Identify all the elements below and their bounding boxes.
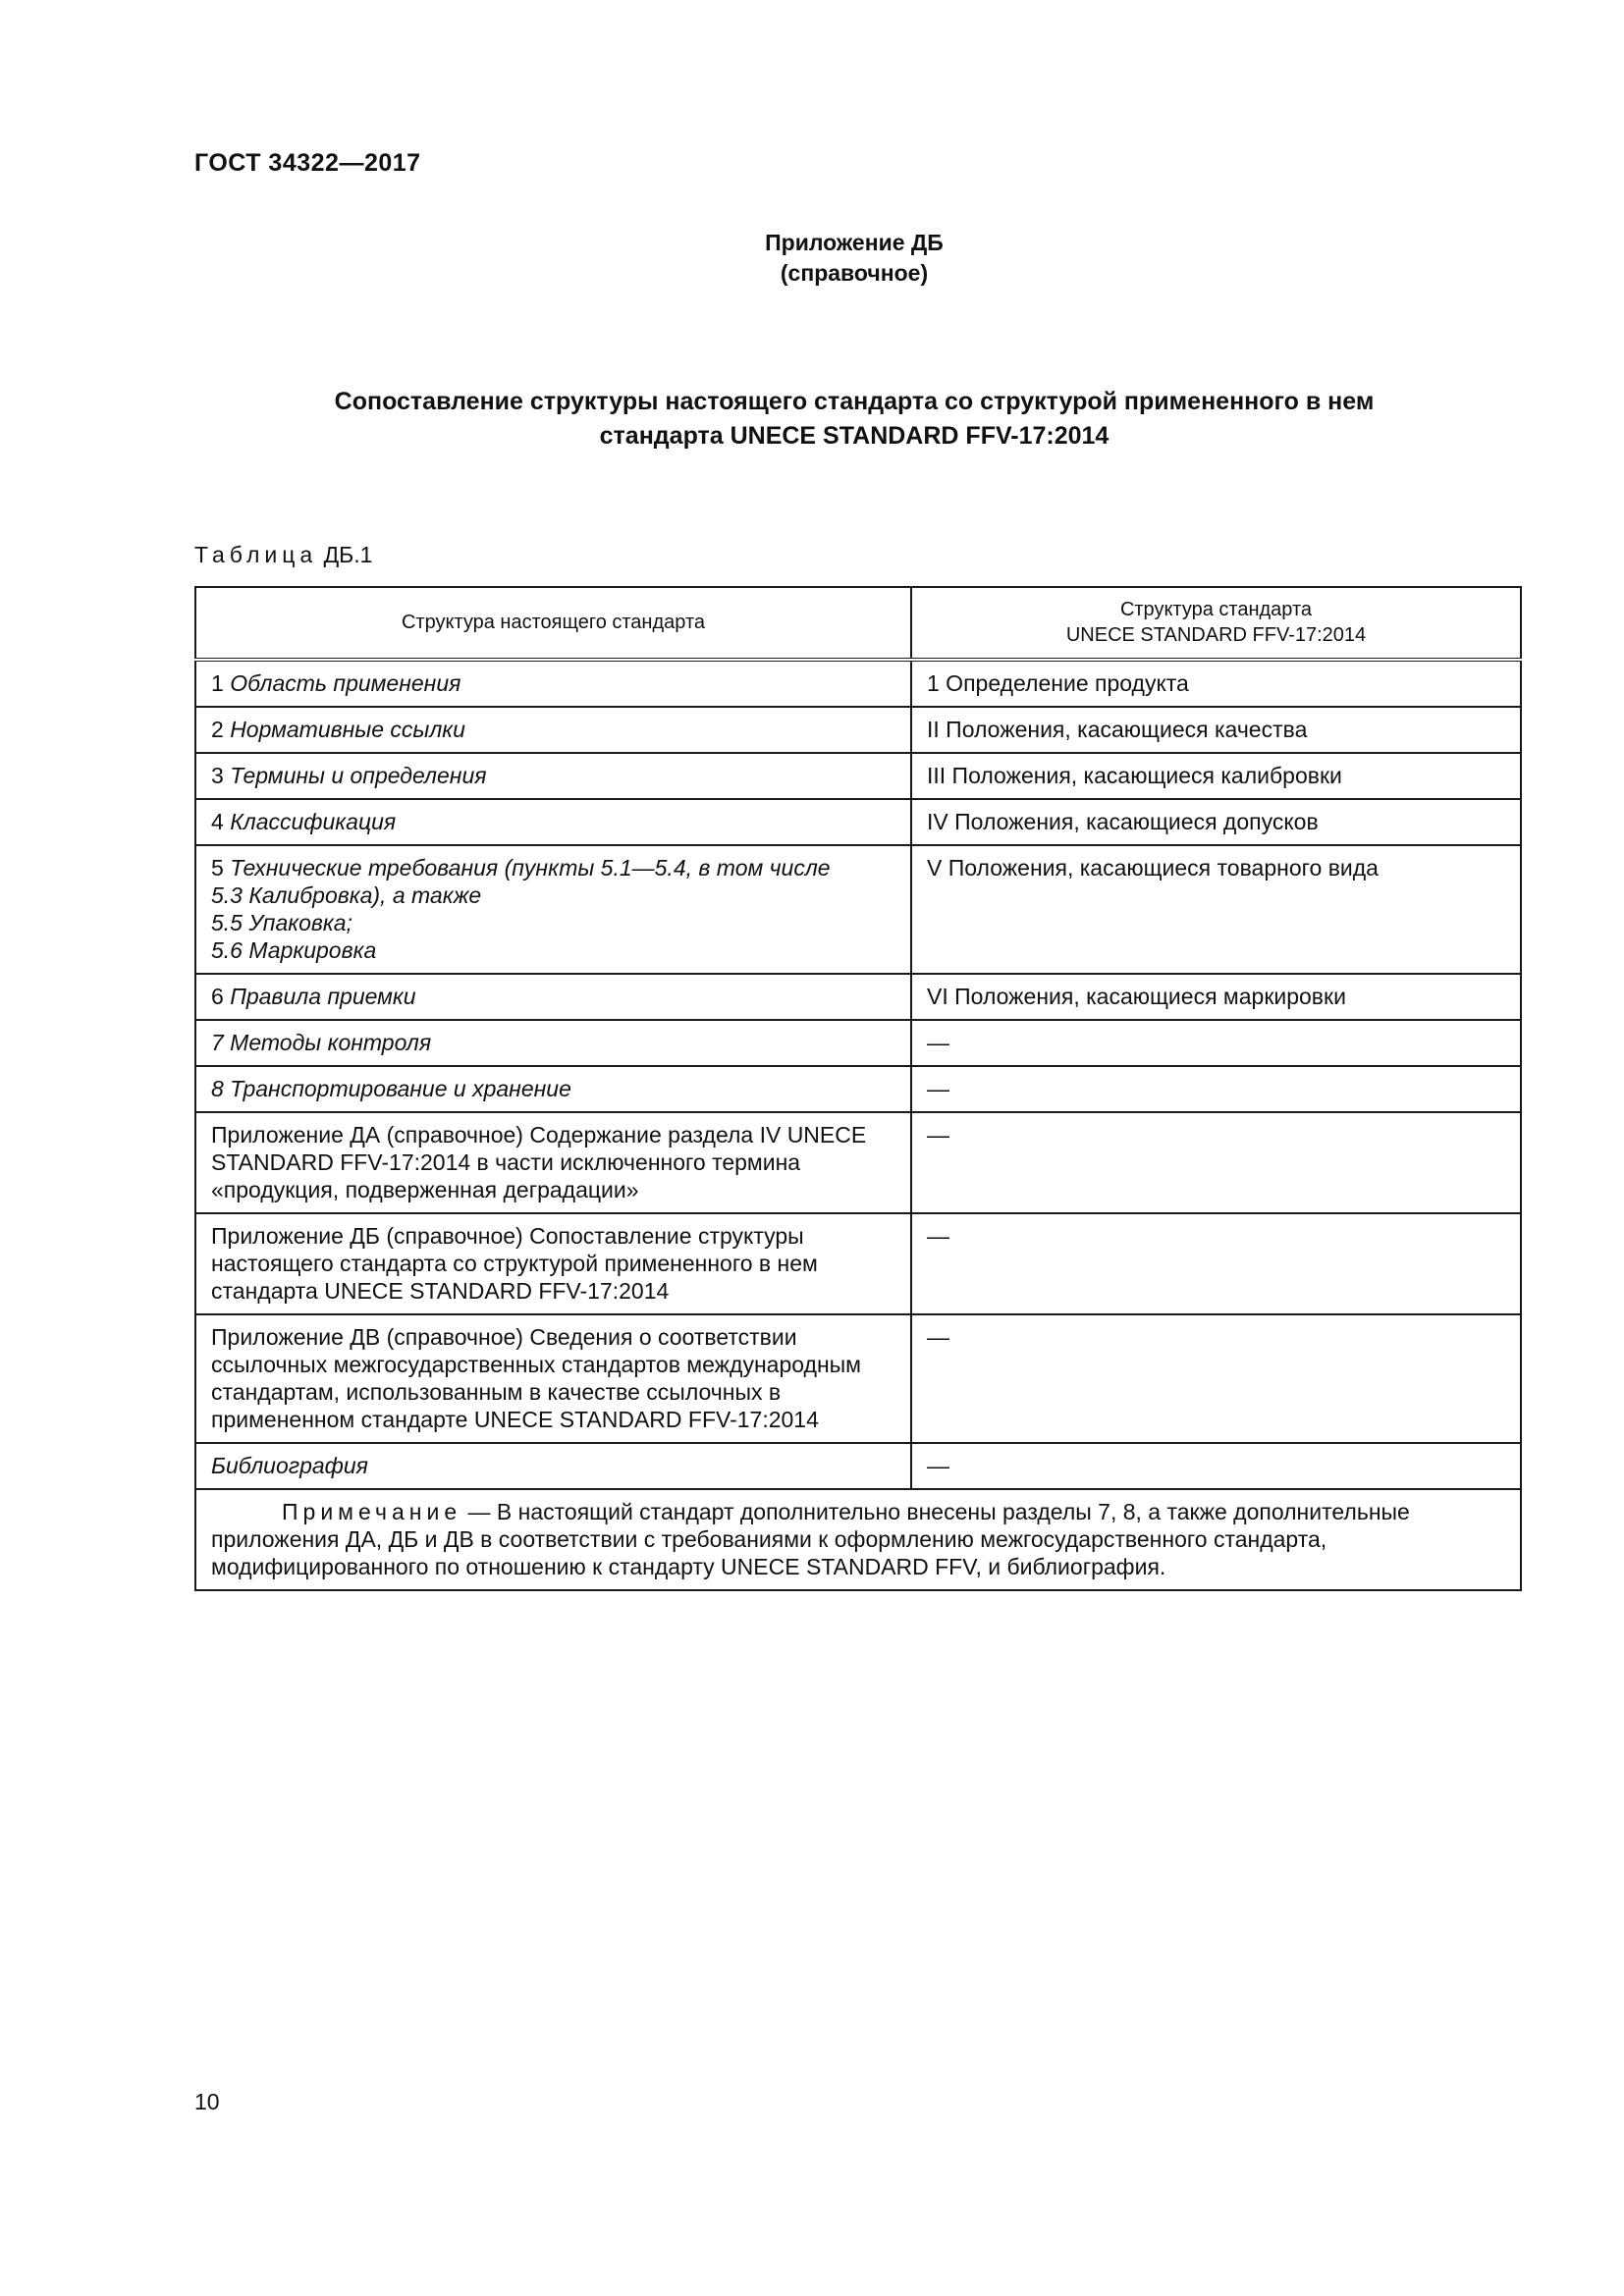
- cell-unece: VI Положения, касающиеся маркировки: [911, 974, 1521, 1020]
- appendix-type: (справочное): [780, 260, 929, 286]
- cell-unece: —: [911, 1213, 1521, 1314]
- section-title: Классификация: [230, 809, 397, 834]
- cell-current: [195, 753, 911, 799]
- table-row: [195, 845, 1521, 974]
- cell-unece: —: [911, 1112, 1521, 1213]
- comparison-table: [194, 586, 1522, 1591]
- appendix-heading: [0, 228, 1624, 289]
- table-row: [195, 660, 1521, 707]
- title-line-2: стандарта UNECE STANDARD FFV-17:2014: [599, 422, 1110, 450]
- cell-current: 8 Транспортирование и хранение: [195, 1066, 911, 1112]
- table-row: [195, 1443, 1521, 1489]
- cell-unece: —: [911, 1314, 1521, 1443]
- section-title: Технические требования (пункты 5.1—5.4, в том числе: [230, 855, 831, 881]
- title-line-1: Сопоставление структуры настоящего стандарта со структурой примененного в нем: [334, 388, 1375, 415]
- table-header-row: [195, 587, 1521, 660]
- section-title: Правила приемки: [230, 984, 416, 1009]
- table-row: [195, 1020, 1521, 1066]
- cell-current: Библиография: [195, 1443, 911, 1489]
- cell-current: [195, 799, 911, 845]
- cell-current: [195, 845, 911, 974]
- cell-current: [195, 707, 911, 753]
- section-line-1: [211, 854, 895, 881]
- table-row: [195, 799, 1521, 845]
- cell-current: Приложение ДА (справочное) Содержание раздела IV UNECE STANDARD FFV-17:2014 в части исключенного термина «продукция, подверженная деградации»: [195, 1112, 911, 1213]
- table-caption-number: ДБ.1: [323, 542, 373, 567]
- table-row: [195, 1314, 1521, 1443]
- section-title: Область применения: [230, 670, 461, 696]
- table-row: [195, 753, 1521, 799]
- note-text: — В настоящий стандарт дополнительно внесены разделы 7, 8, а также дополнительные приложения ДА, ДБ и ДВ в соответствии с требованиями к оформлению межгосударственного стандарта, модифицированного по отношению к стандарту UNECE STANDARD FFV, и библиография.: [211, 1499, 1410, 1579]
- header-unece-line-2: UNECE STANDARD FFV-17:2014: [1065, 624, 1367, 646]
- section-number: 1: [211, 670, 224, 696]
- section-title: Нормативные ссылки: [230, 717, 465, 742]
- cell-current: Приложение ДБ (справочное) Сопоставление структуры настоящего стандарта со структурой примененного в нем стандарта UNECE STANDARD FFV-17:2014: [195, 1213, 911, 1314]
- section-line-4: 5.6 Маркировка: [211, 937, 377, 963]
- cell-current: [195, 974, 911, 1020]
- page-number: 10: [194, 2089, 220, 2114]
- table-note: [195, 1489, 1521, 1590]
- header-unece-line-1: Структура стандарта: [1119, 599, 1313, 620]
- section-number: 3: [211, 763, 224, 788]
- table-note-row: [195, 1489, 1521, 1590]
- section-line-3: 5.5 Упаковка;: [211, 910, 352, 935]
- standard-code: ГОСТ 34322—2017: [194, 149, 421, 177]
- table-row: [195, 1066, 1521, 1112]
- section-number: 2: [211, 717, 224, 742]
- cell-unece: —: [911, 1443, 1521, 1489]
- section-number: 6: [211, 984, 224, 1009]
- cell-unece: —: [911, 1066, 1521, 1112]
- note-label: Примечание: [282, 1499, 462, 1524]
- document-title: [236, 385, 1473, 454]
- cell-unece: III Положения, касающиеся калибровки: [911, 753, 1521, 799]
- cell-current: Приложение ДВ (справочное) Сведения о соответствии ссылочных межгосударственных стандартов международным стандартам, использованным в качестве ссылочных в примененном стандарте UNECE STANDARD FFV-17:2014: [195, 1314, 911, 1443]
- table-caption: [194, 542, 372, 568]
- table-row: [195, 1213, 1521, 1314]
- section-line-2: 5.3 Калибровка), а также: [211, 882, 482, 908]
- cell-current: 7 Методы контроля: [195, 1020, 911, 1066]
- cell-unece: V Положения, касающиеся товарного вида: [911, 845, 1521, 974]
- cell-unece: —: [911, 1020, 1521, 1066]
- cell-current: [195, 660, 911, 707]
- table-row: [195, 974, 1521, 1020]
- cell-unece: 1 Определение продукта: [911, 660, 1521, 707]
- cell-unece: IV Положения, касающиеся допусков: [911, 799, 1521, 845]
- table-caption-label: Таблица: [194, 542, 318, 567]
- section-number: 5: [211, 855, 224, 881]
- appendix-label: Приложение ДБ: [765, 230, 944, 255]
- section-number: 4: [211, 809, 224, 834]
- header-current-structure: Структура настоящего стандарта: [195, 587, 911, 660]
- table-row: [195, 707, 1521, 753]
- table-row: [195, 1112, 1521, 1213]
- header-unece-structure: [911, 587, 1521, 660]
- section-title: Термины и определения: [230, 763, 487, 788]
- cell-unece: II Положения, касающиеся качества: [911, 707, 1521, 753]
